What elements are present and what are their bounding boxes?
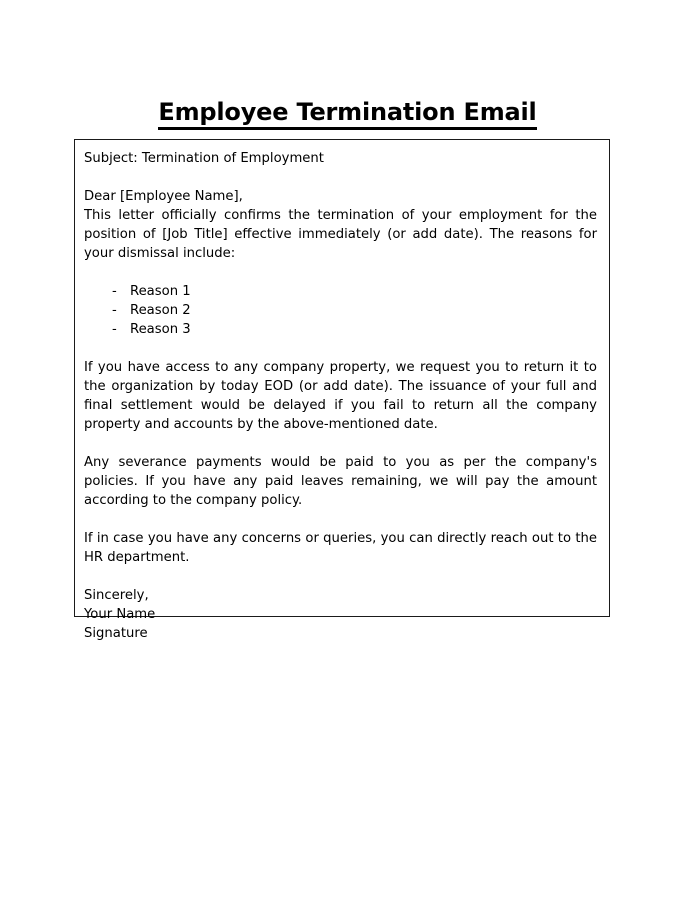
intro-text: This letter officially confirms the termination of your employment for the position of [Job Title] effective immediately (or add date). The reasons for your dismissal include:: [84, 208, 597, 261]
reason-label: Reason 3: [130, 322, 191, 337]
list-item: [84, 320, 597, 339]
closing-line: Sincerely,: [84, 588, 149, 603]
reasons-list: [84, 282, 597, 339]
subject-line: Subject: Termination of Employment: [84, 151, 324, 166]
severance-paragraph: Any severance payments would be paid to you as per the company's policies. If you have any paid leaves remaining, we will pay the amount according to the company policy.: [84, 455, 597, 508]
greeting-and-intro-paragraph: [84, 187, 597, 263]
list-item: [84, 282, 597, 301]
hr-contact-paragraph: If in case you have any concerns or queries, you can directly reach out to the HR department.: [84, 531, 597, 565]
page-title-text: Employee Termination Email: [158, 98, 536, 130]
sender-name-line: Your Name: [84, 607, 156, 622]
letter-body: [84, 149, 597, 643]
salutation-line: Dear [Employee Name],: [84, 189, 243, 204]
company-property-paragraph: If you have access to any company property, we request you to return it to the organization by today EOD (or add date). The issuance of your full and final settlement would be delayed if you fail to return all the company property and accounts by the above-mentioned date.: [84, 360, 597, 432]
dash-bullet-icon: -: [112, 284, 117, 299]
signature-block: [84, 586, 597, 643]
letter-content-box: [74, 139, 610, 641]
dash-bullet-icon: -: [112, 322, 117, 337]
list-item: [84, 301, 597, 320]
signature-line: Signature: [84, 626, 148, 641]
reason-label: Reason 1: [130, 284, 191, 299]
reason-label: Reason 2: [130, 303, 191, 318]
dash-bullet-icon: -: [112, 303, 117, 318]
page-title: [0, 98, 695, 130]
